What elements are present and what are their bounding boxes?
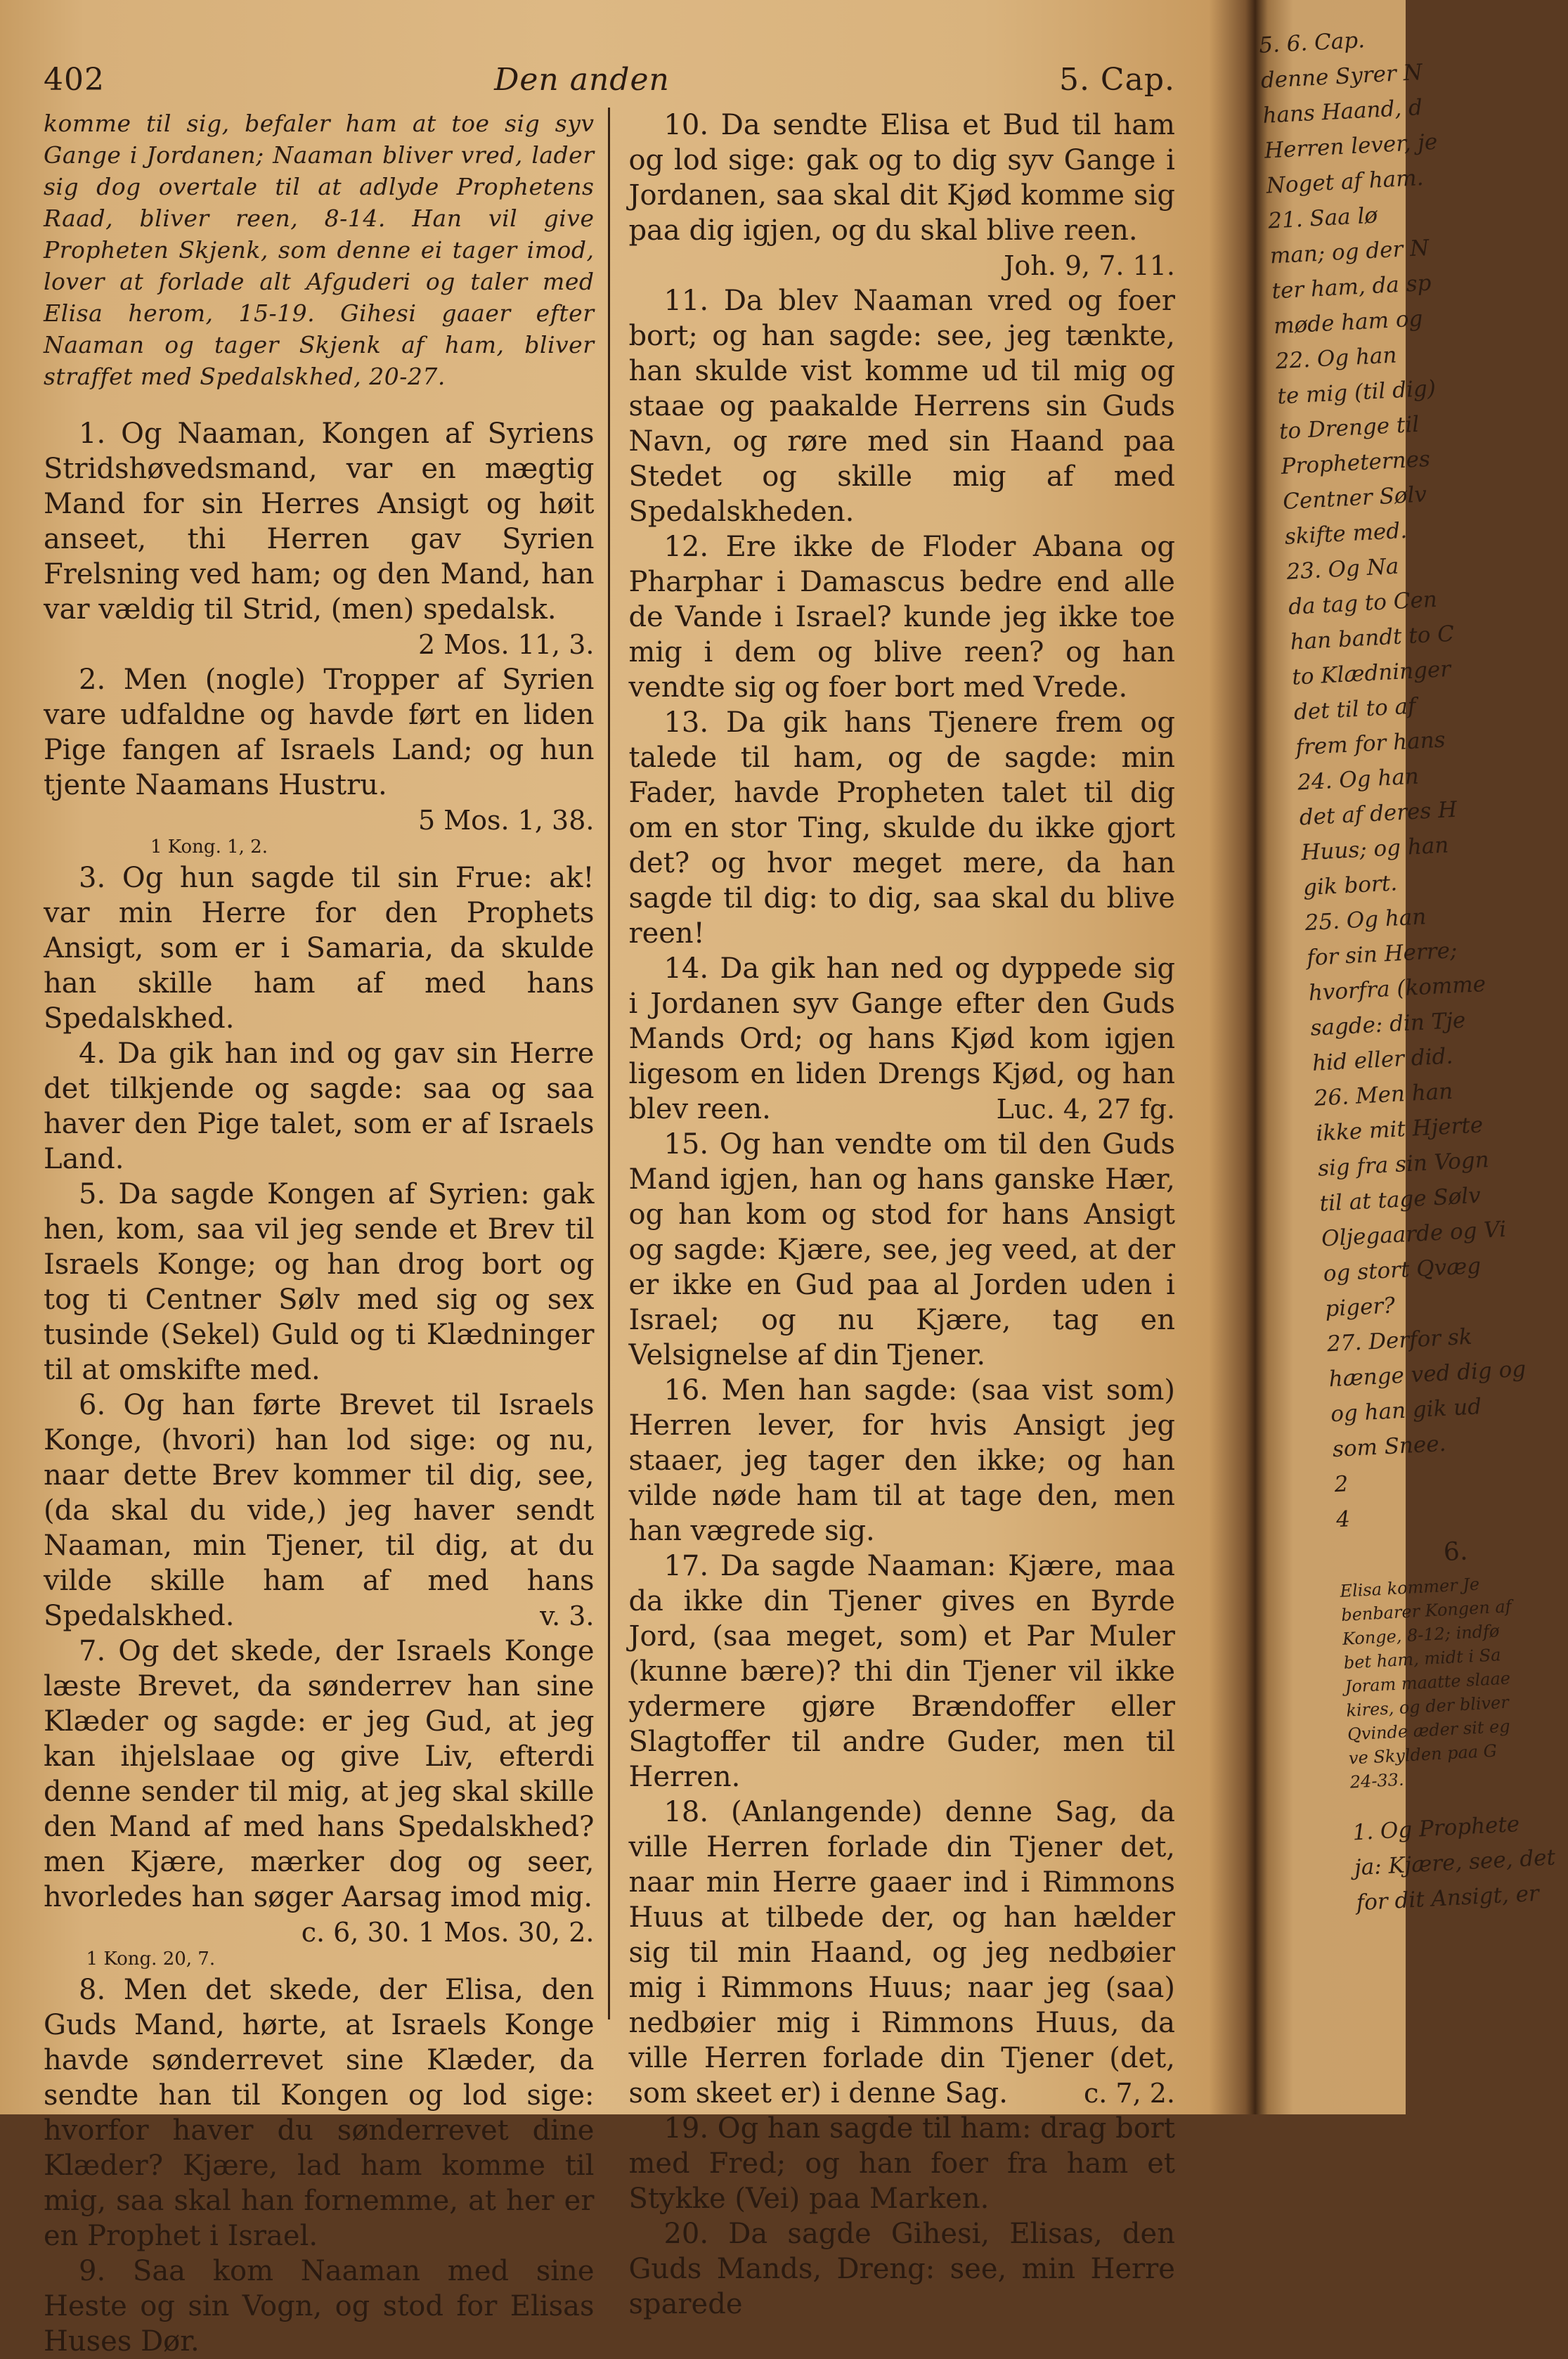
cross-reference: Joh. 9, 7. 11. xyxy=(1004,250,1175,281)
verse-text: 9. Saa kom Naaman med sine Heste og sin Vogn, og stod for Elisas Huses Dør. xyxy=(44,2255,595,2358)
adjacent-line: for sin Herre; xyxy=(1306,937,1458,971)
cross-reference: v. 3. xyxy=(540,1601,595,1631)
adjacent-line: for dit Ansigt, er xyxy=(1355,1880,1540,1916)
adjacent-line: sagde: din Tje xyxy=(1309,1007,1467,1042)
verse-text: 5. Da sagde Kongen af Syrien: gak hen, kom, saa vil jeg sende et Brev til Israels Konge; og han drog bort og tog ti Centner Sølv med sig og sex tusinde (Sekel) Guld og ti Klædninger til at omskifte med. xyxy=(44,1178,595,1386)
verse-text: 11. Da blev Naaman vred og foer bort; og han sagde: see, jeg tænkte, han skulde vist komme ud til mig og staae og paakalde Herrens sin Guds Navn, og røre med sin Haand paa Stedet og skille mig af med Spedalskheden. xyxy=(628,285,1175,528)
adjacent-line: 23. Og Na xyxy=(1285,553,1400,585)
secondary-reference: 1 Kong. 1, 2. xyxy=(150,836,268,858)
text-columns xyxy=(44,108,1175,2358)
adjacent-line: hvorfra (komme xyxy=(1308,971,1486,1007)
adjacent-line: to Klædninger xyxy=(1291,656,1451,690)
verse xyxy=(628,951,1175,1127)
adjacent-line: kires, og der bliver xyxy=(1345,1692,1510,1721)
running-title: Den anden xyxy=(494,62,670,98)
adjacent-line: Centner Sølv xyxy=(1282,482,1427,515)
adjacent-line: denne Syrer N xyxy=(1259,59,1423,93)
verse-text: 13. Da gik hans Tjenere frem og talede til ham, og de sagde: min Fader, havde Propheten talet til dig om en stor Ting, skulde du ikke gjort det? og hvor meget mere, da han sagde til dig: to dig, saa skal du blive reen! xyxy=(628,706,1175,950)
adjacent-line: 2 xyxy=(1333,1471,1349,1498)
adjacent-line: og stort Qvæg xyxy=(1322,1253,1482,1287)
adjacent-line: 26. Men han xyxy=(1313,1078,1453,1111)
adjacent-line: Konge, 8-12; indfø xyxy=(1342,1621,1501,1649)
verse xyxy=(628,1373,1175,1549)
adjacent-line: 5. 6. Cap. xyxy=(1258,27,1366,58)
cross-reference: Luc. 4, 27 fg. xyxy=(996,1094,1175,1125)
adjacent-line: hans Haand, d xyxy=(1262,94,1423,129)
adjacent-page-bottom xyxy=(1352,1806,1556,1920)
adjacent-line: ter ham, da sp xyxy=(1271,270,1432,304)
adjacent-line: hid eller did. xyxy=(1311,1043,1454,1076)
verse-text: 18. (Anlangende) denne Sag, da ville Herren forlade din Tjener det, naar min Herre gaaer ind i Rimmons Huus at tilbede der, og han hælder sig til min Haand, og jeg nedbøier mig i Rimmons Huus; naar jeg (saa) nedbøier mig i Rimmons Huus, da ville Herren forlade din Tjener (det, som skeet er) i denne Sag. xyxy=(628,1796,1175,2109)
right-column xyxy=(610,108,1175,2320)
cross-reference: c. 7, 2. xyxy=(1083,2078,1175,2109)
verse-text: 8. Men det skede, der Elisa, den Guds Mand, hørte, at Israels Konge havde sønderrevet sine Klæder, da sendte han til Kongen og lod sige: hvorfor haver du sønderrevet dine Klæder? Kjære, lad ham komme til mig, saa skal han fornemme, at her er en Prophet i Israel. xyxy=(44,1974,595,2252)
verse xyxy=(44,1177,594,1388)
verse-text: 12. Ere ikke de Floder Abana og Pharphar i Damascus bedre end alle de Vande i Israel? kunde jeg ikke toe mig i dem og blive reen? og han vendte sig og foer bort med Vrede. xyxy=(628,531,1175,704)
verse xyxy=(628,1549,1175,1795)
verse xyxy=(628,283,1175,529)
adjacent-line: han bandt to C xyxy=(1289,621,1455,655)
adjacent-line: 21. Saa lø xyxy=(1267,202,1378,234)
adjacent-line: Elisa kommer Je xyxy=(1339,1574,1480,1601)
verse-text: 20. Da sagde Gihesi, Elisas, den Guds Mands, Dreng: see, min Herre sparede xyxy=(628,2218,1175,2320)
adjacent-line: bet ham, midt i Sa xyxy=(1343,1645,1502,1673)
verse xyxy=(44,2254,594,2359)
verse xyxy=(628,1127,1175,1373)
verse-text: 7. Og det skede, der Israels Konge læste Brevet, da sønderrev han sine Klæder og sagde: er jeg Gud, at jeg kan ihjelslaae og give Liv, efterdi denne sender til mig, at jeg skal skille den Mand af med hans Spedalskhed? men Kjære, mærker dog og seer, hvorledes han søger Aarsag imod mig. xyxy=(44,1635,595,1913)
adjacent-line: Joram maatte slaae xyxy=(1344,1668,1511,1697)
verse xyxy=(628,2111,1175,2216)
chapter-label: 5. Cap. xyxy=(1058,62,1175,98)
verse xyxy=(44,1388,594,1634)
right-verse-list xyxy=(628,108,1175,2322)
adjacent-line: 4 xyxy=(1335,1506,1351,1533)
verse xyxy=(628,108,1175,283)
adjacent-line: Herren lever, je xyxy=(1264,129,1439,164)
adjacent-line: 27. Derfor sk xyxy=(1326,1324,1473,1357)
left-verse-list xyxy=(44,416,594,2359)
adjacent-line: 25. Og han xyxy=(1304,904,1427,936)
verse xyxy=(44,416,594,662)
verse-text: 3. Og hun sagde til sin Frue: ak! var min Herre for den Prophets Ansigt, som er i Samaria, da skulde han skille ham af med hans Spedalskhed. xyxy=(44,862,595,1035)
adjacent-line: man; og der N xyxy=(1269,235,1430,269)
page-number: 402 xyxy=(44,62,105,98)
verse-text: 10. Da sendte Elisa et Bud til ham og lod sige: gak og to dig syv Gange i Jordanen, saa skal dit Kjød komme sig paa dig igjen, og du skal blive reen. xyxy=(628,109,1175,247)
adjacent-line: og han gik ud xyxy=(1330,1394,1482,1428)
page-header xyxy=(44,62,1175,108)
adjacent-line: sig fra sin Vogn xyxy=(1317,1147,1490,1182)
verse xyxy=(628,1795,1175,2111)
verse xyxy=(44,662,594,838)
verse xyxy=(44,1972,594,2254)
adjacent-chapter-number: 6. xyxy=(1442,1537,1469,1568)
verse-text: 6. Og han førte Brevet til Israels Konge, (hvori) han lod sige: og nu, naar dette Brev kommer til dig, see, (da skal du vide,) jeg haver sendt Naaman, min Tjener, til dig, at du vilde skille ham af med hans Spedalskhed. xyxy=(44,1389,595,1632)
adjacent-line: 24. Og han xyxy=(1297,763,1420,796)
adjacent-line: Huus; og han xyxy=(1300,832,1450,866)
adjacent-line: 24-33. xyxy=(1349,1769,1405,1792)
adjacent-line: da tag to Cen xyxy=(1288,586,1438,620)
verse-text: 16. Men han sagde: (saa vist som) Herren lever, for hvis Ansigt jeg staaer, jeg tager den ikke; og han vilde nøde ham til at tage den, men han vægrede sig. xyxy=(628,1374,1175,1547)
cross-reference: c. 6, 30. 1 Mos. 30, 2. xyxy=(301,1917,595,1948)
verse xyxy=(628,529,1175,705)
cross-reference: 5 Mos. 1, 38. xyxy=(418,805,595,836)
adjacent-page xyxy=(1258,18,1556,2112)
adjacent-line: to Drenge til xyxy=(1278,411,1420,445)
adjacent-line: ja: Kjære, see, det xyxy=(1354,1844,1556,1881)
adjacent-line: hænge ved dig og xyxy=(1328,1356,1527,1392)
adjacent-page-lines xyxy=(1258,18,1527,1537)
verse xyxy=(628,705,1175,951)
adjacent-line: Propheternes xyxy=(1280,446,1431,480)
adjacent-line: som Snee. xyxy=(1332,1430,1447,1463)
adjacent-line: benbarer Kongen af xyxy=(1340,1596,1512,1625)
verse-text: 1. Og Naaman, Kongen af Syriens Stridshøvedsmand, var en mægtig Mand for sin Herres Ansigt og høit anseet, thi Herren gav Syrien Frelsning ved ham; og den Mand, han var vældig til Strid, (men) spedalsk. xyxy=(44,418,595,626)
verse-text: 19. Og han sagde til ham: drag bort med Fred; og han foer fra ham et Stykke (Vei) paa Marken. xyxy=(628,2112,1175,2215)
cross-reference: 2 Mos. 11, 3. xyxy=(418,629,595,660)
adjacent-line: skifte med. xyxy=(1284,517,1408,550)
adjacent-line: frem for hans xyxy=(1295,727,1446,761)
adjacent-chapter-summary xyxy=(1340,1570,1534,1794)
adjacent-line: det af deres H xyxy=(1298,796,1458,831)
verse-text: 17. Da sagde Naaman: Kjære, maa da ikke din Tjener gives en Byrde Jord, (saa meget, som) et Par Muler (kunne bære)? thi din Tjener vil ikke ydermere gjøre Brændoffer eller Slagtoffer til andre Guder, men til Herren. xyxy=(628,1550,1175,1793)
adjacent-line: Noget af ham. xyxy=(1265,165,1425,199)
verse-text: 2. Men (nogle) Tropper af Syrien vare udfaldne og havde ført en liden Pige fangen af Israels Land; og hun tjente Naamans Hustru. xyxy=(44,664,595,801)
adjacent-line: 22. Og han xyxy=(1274,342,1398,375)
adjacent-line: Oljegaarde og Vi xyxy=(1321,1216,1507,1252)
adjacent-line: 1. Og Prophete xyxy=(1352,1811,1521,1846)
verse xyxy=(628,2216,1175,2322)
verse xyxy=(44,860,594,1036)
adjacent-line: ve Skylden paa G xyxy=(1348,1740,1498,1769)
adjacent-line: det til to af xyxy=(1293,693,1417,725)
verse xyxy=(44,1634,594,1950)
verse xyxy=(44,1036,594,1177)
chapter-summary: komme til sig, befaler ham at toe sig syv Gange i Jordanen; Naaman bliver vred, lader sig dog overtale til at adlyde Prophetens Raad, bliver reen, 8-14. Han vil give Propheten Skjenk, som denne ei tager imod, lover at forlade alt Afguderi og taler med Elisa herom, 15-19. Gihesi gaaer efter Naaman og tager Skjenk af ham, bliver straffet med Spedalskhed, 20-27. xyxy=(44,110,595,390)
adjacent-line: Qvinde æder sit eg xyxy=(1347,1716,1511,1745)
adjacent-line: møde ham og xyxy=(1273,306,1424,340)
verse-text: 15. Og han vendte om til den Guds Mand igjen, han og hans ganske Hær, og han kom og stod for hans Ansigt og sagde: Kjære, see, jeg veed, at der er ikke en Gud paa al Jorden uden i Israel; og nu Kjære, tag en Velsignelse af din Tjener. xyxy=(628,1128,1175,1371)
verse-text: 4. Da gik han ind og gav sin Herre det tilkjende og sagde: saa og saa haver den Pige talet, som er af Israels Land. xyxy=(44,1038,595,1175)
verse-text: 14. Da gik han ned og dyppede sig i Jordanen syv Gange efter den Guds Mands Ord; og hans Kjød kom igjen ligesom en liden Drengs Kjød, og han blev reen. xyxy=(628,952,1175,1125)
left-column xyxy=(44,108,608,2358)
adjacent-line: gik bort. xyxy=(1302,870,1398,901)
adjacent-line: ikke mit Hjerte xyxy=(1315,1112,1484,1146)
adjacent-line: piger? xyxy=(1324,1293,1396,1322)
adjacent-line: til at tage Sølv xyxy=(1318,1182,1482,1217)
secondary-reference: 1 Kong. 20, 7. xyxy=(86,1948,216,1970)
adjacent-line: te mig (til dig) xyxy=(1276,375,1437,410)
